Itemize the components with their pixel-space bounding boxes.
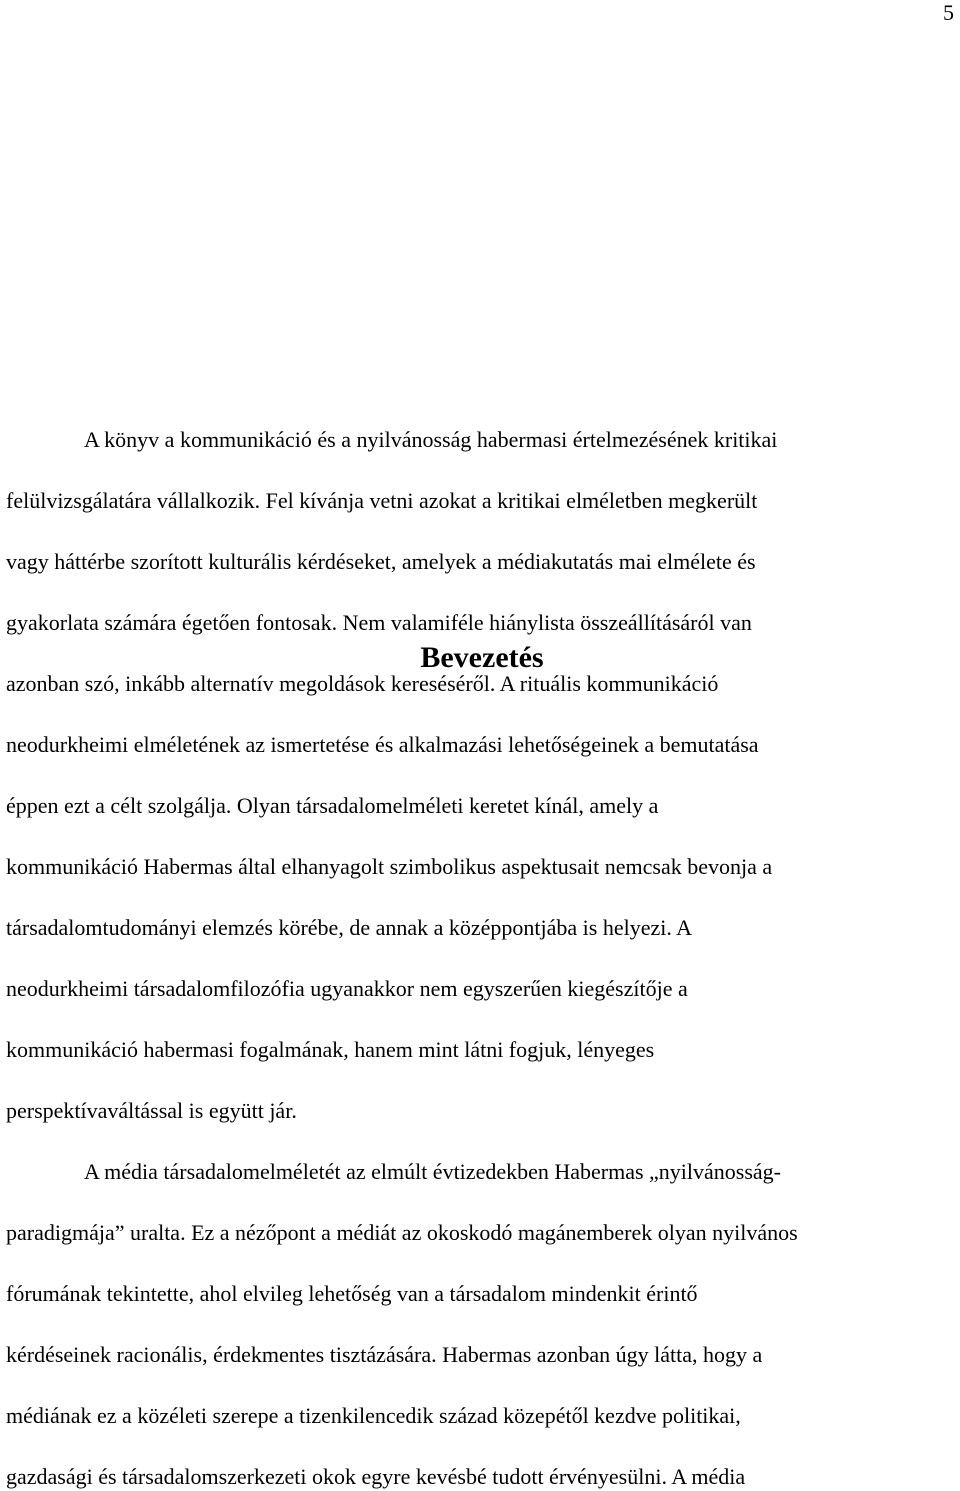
text-line: paradigmája” uralta. Ez a nézőpont a médiát az okoskodó magánemberek olyan nyilvános bbox=[6, 1220, 798, 1245]
text-line: éppen ezt a célt szolgálja. Olyan társadalomelméleti keretet kínál, amely a bbox=[6, 793, 659, 818]
text-line: kommunikáció Habermas által elhanyagolt szimbolikus aspektusait nemcsak bevonja a bbox=[6, 854, 773, 879]
text-line: A könyv a kommunikáció és a nyilvánosság habermasi értelmezésének kritikai bbox=[84, 427, 778, 452]
text-line: A média társadalomelméletét az elmúlt évtizedekben Habermas „nyilvánosság- bbox=[84, 1159, 782, 1184]
text-line: kérdéseinek racionális, érdekmentes tisztázására. Habermas azonban úgy látta, hogy a bbox=[6, 1342, 763, 1367]
chapter-title: Bevezetés bbox=[420, 641, 544, 674]
text-line: perspektívaváltással is együtt jár. bbox=[6, 1098, 297, 1123]
text-line: felülvizsgálatára vállalkozik. Fel kívánja vetni azokat a kritikai elméletben megkerült bbox=[6, 488, 758, 513]
text-line: neodurkheimi társadalomfilozófia ugyanakkor nem egyszerűen kiegészítője a bbox=[6, 976, 688, 1001]
text-line: médiának ez a közéleti szerepe a tizenkilencedik század közepétől kezdve politikai, bbox=[6, 1403, 741, 1428]
text-line: neodurkheimi elméletének az ismertetése és alkalmazási lehetőségeinek a bemutatása bbox=[6, 732, 759, 757]
text-line: vagy háttérbe szorított kulturális kérdéseket, amelyek a médiakutatás mai elmélete és bbox=[6, 549, 756, 574]
text-line: azonban szó, inkább alternatív megoldások kereséséről. A rituális kommunikáció bbox=[6, 671, 719, 696]
text-line: gyakorlata számára égetően fontosak. Nem valamiféle hiánylista összeállításáról van bbox=[6, 610, 752, 635]
page-number: 5 bbox=[943, 0, 954, 25]
text-line: kommunikáció habermasi fogalmának, hanem mint látni fogjuk, lényeges bbox=[6, 1037, 655, 1062]
text-line: fórumának tekintette, ahol elvileg lehetőség van a társadalom mindenkit érintő bbox=[6, 1281, 698, 1306]
text-line: gazdasági és társadalomszerkezeti okok egyre kevésbé tudott érvényesülni. A média bbox=[6, 1464, 746, 1489]
text-line: társadalomtudományi elemzés körébe, de annak a középpontjába is helyezi. A bbox=[6, 915, 693, 940]
